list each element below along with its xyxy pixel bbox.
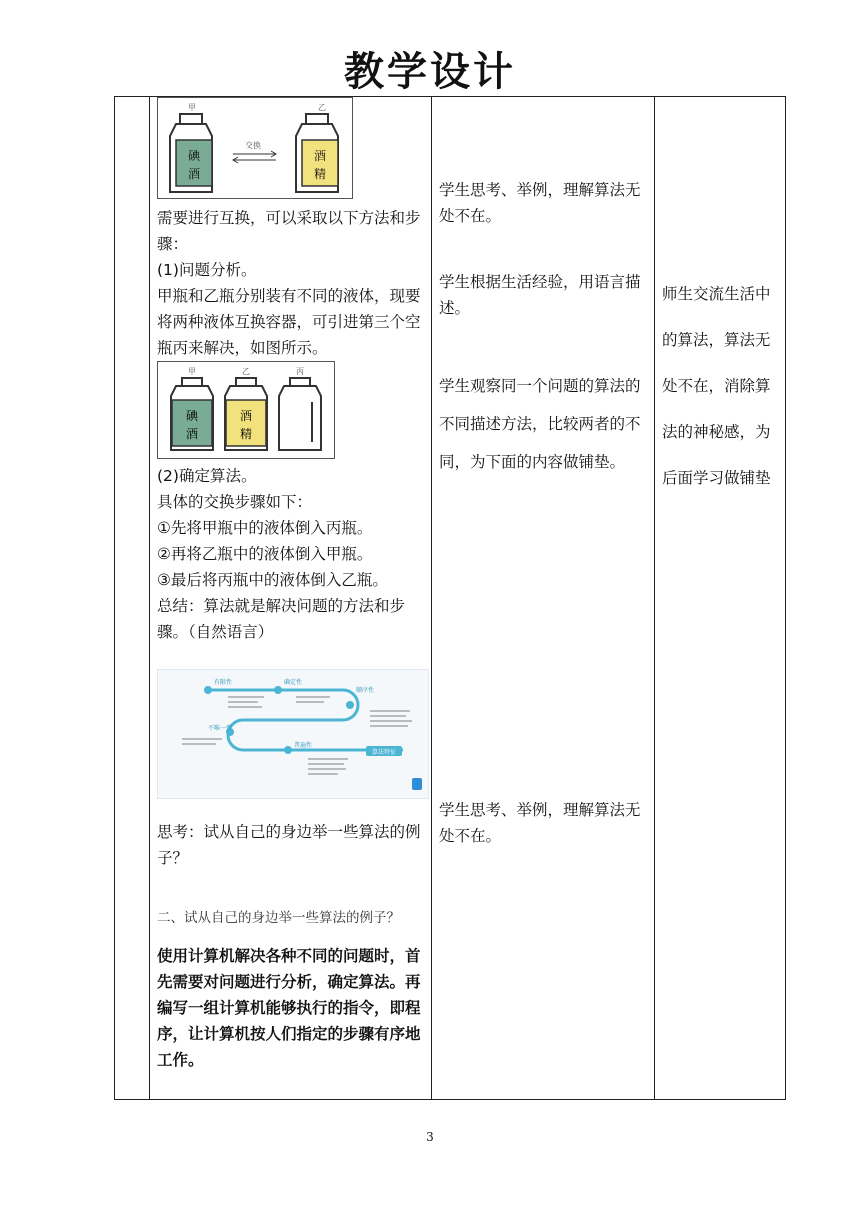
label-yi: 乙 bbox=[242, 367, 250, 376]
student-note-1: 学生思考、举例，理解算法无处不在。 bbox=[439, 181, 641, 225]
feature-node-1 bbox=[204, 678, 232, 694]
bottle-a-char2: 酒 bbox=[185, 427, 199, 441]
label-jia: 甲 bbox=[188, 103, 196, 112]
student-note-4: 学生思考、举例，理解算法无处不在。 bbox=[439, 801, 641, 845]
svg-text:顺序性: 顺序性 bbox=[356, 687, 375, 694]
column-divider bbox=[431, 97, 432, 1099]
label-jia: 甲 bbox=[188, 367, 196, 376]
step2-intro: 具体的交换步骤如下： bbox=[157, 493, 313, 511]
svg-text:有限性: 有限性 bbox=[214, 679, 233, 686]
column-divider bbox=[654, 97, 655, 1099]
step2-item-1: ①先将甲瓶中的液体倒入丙瓶。 bbox=[157, 519, 373, 537]
bottle-a-char2: 酒 bbox=[187, 167, 201, 181]
bottle-a-char1: 碘 bbox=[185, 409, 199, 423]
label-yi: 乙 bbox=[318, 103, 326, 112]
think-question: 思考：试从自己的身边举一些算法的例子？ bbox=[157, 823, 421, 867]
feature-node-4 bbox=[208, 724, 234, 736]
student-note-2: 学生根据生活经验，用语言描述。 bbox=[439, 273, 641, 317]
bottle-b-char1: 酒 bbox=[239, 409, 253, 423]
column-divider bbox=[149, 97, 150, 1099]
features-badge: 算法特征 bbox=[371, 749, 397, 756]
bottle-b-char1: 酒 bbox=[313, 149, 327, 163]
label-bing: 丙 bbox=[296, 367, 304, 376]
exchange-label: 交换 bbox=[245, 141, 261, 150]
design-intent-note: 师生交流生活中的算法，算法无处不在，消除算法的神秘感，为后面学习做铺垫 bbox=[662, 285, 771, 487]
feature-node-2 bbox=[274, 678, 302, 694]
intro-paragraph: 需要进行互换，可以采取以下方法和步骤： bbox=[157, 209, 421, 253]
step1-heading: (1)问题分析。 bbox=[157, 261, 257, 279]
bottle-b-char2: 精 bbox=[313, 167, 327, 181]
feature-node-3 bbox=[346, 686, 374, 709]
lesson-table bbox=[114, 96, 786, 1100]
svg-text:普遍性: 普遍性 bbox=[294, 742, 313, 749]
conclusion-paragraph: 使用计算机解决各种不同的问题时，首先需要对问题进行分析，确定算法。再编写一组计算机能够执行的指令，即程序，让计算机按人们指定的步骤有序地工作。 bbox=[157, 947, 421, 1069]
bottle-a-char1: 碘 bbox=[187, 149, 201, 163]
svg-text:不唯一性: 不唯一性 bbox=[208, 725, 233, 732]
step1-body: 甲瓶和乙瓶分别装有不同的液体，现要将两种液体互换容器，可引进第三个空瓶丙来解决，如图所示。 bbox=[157, 287, 421, 357]
step2-item-2: ②再将乙瓶中的液体倒入甲瓶。 bbox=[157, 545, 373, 563]
step2-item-3: ③最后将丙瓶中的液体倒入乙瓶。 bbox=[157, 571, 388, 589]
bottle-b-char2: 精 bbox=[239, 427, 253, 441]
feature-node-5 bbox=[284, 741, 312, 754]
step2-heading: (2)确定算法。 bbox=[157, 467, 257, 485]
page-title: 教学设计 bbox=[344, 49, 516, 95]
page-number: 3 bbox=[426, 1130, 434, 1144]
student-note-3: 学生观察同一个问题的算法的不同描述方法，比较两者的不同，为下面的内容做铺垫。 bbox=[439, 377, 641, 471]
summary-text: 总结：算法就是解决问题的方法和步骤。（自然语言） bbox=[157, 597, 406, 641]
bottle-exchange-figure bbox=[157, 97, 353, 199]
algorithm-features-infographic bbox=[157, 669, 429, 799]
three-bottles-figure bbox=[157, 361, 335, 459]
svg-text:确定性: 确定性 bbox=[284, 679, 303, 686]
section-2-heading: 二、试从自己的身边举一些算法的例子？ bbox=[157, 910, 400, 926]
